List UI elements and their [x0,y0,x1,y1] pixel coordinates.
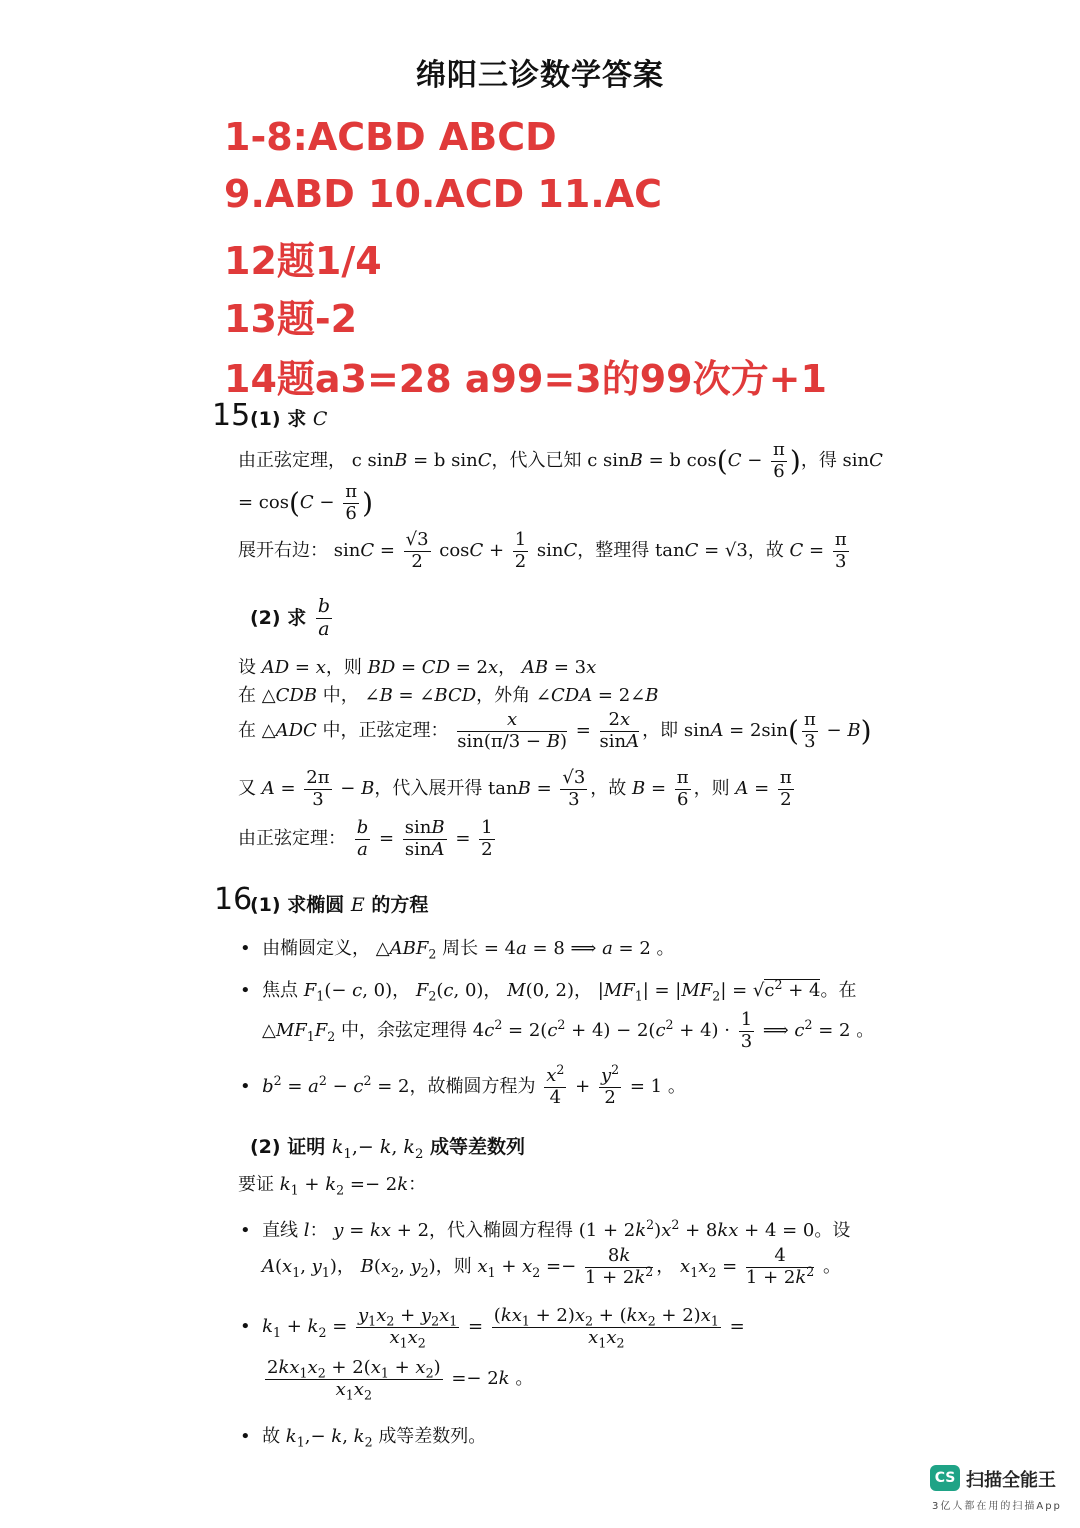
answer-line-4: 13题-2 [224,297,358,341]
q16-prove-goal: 要证 $k_1 + k_2 =- 2k$： [238,1174,427,1198]
q15-line-3: 展开右边： sinC = $\frac{√3}{2}$ cosC + $\frac{1}{2}$ sinC，整理得 tanC = √3，故 C = $\frac{\pi}{3}$ [238,529,847,572]
q15-line-8: 由正弦定理： $\frac{b}{a}$ = $\frac{\sin B}{\sin A}$ = $\frac{1}{2}$ [238,817,493,860]
q16-part1-heading: (1) 求椭圆 E 的方程 [250,894,429,916]
q15-part2-heading: (2) 求 $\frac{b}{a}$ [250,595,330,640]
answer-line-2: 9.ABD 10.ACD 11.AC [224,172,663,216]
q15-line-2: = cos(C − $\frac{\pi}{6}$ ) [238,481,373,524]
camscanner-badge-icon: CS [930,1465,960,1491]
answer-line-3: 12题1/4 [224,239,382,283]
q15-line-7: 又 A = $\frac{2\pi}{3}$ − B，代入展开得 tanB = $\frac{√3}{3}$ ，故 B = $\frac{\pi}{6}$ ，则 A = $\frac{\pi}{2}$ [238,767,792,810]
q16-bullet-3: • $b^2 = a^2 - c^2 = 2$，故椭圆方程为 $\frac{x^2}{4}$ + $\frac{y^2}{2}$ = 1 。 [240,1062,686,1108]
q15-line-5: 在 △CDB 中， ∠B = ∠BCD，外角 ∠CDA = 2∠B [238,685,659,706]
q16-sum-bullet-cont: $\frac{2kx_1x_2 + 2(x_1 + x_2)}{x_1x_2}$ =− 2k 。 [267,1357,534,1403]
q15-line-4: 设 AD = x，则 BD = CD = 2x， AB = 3x [238,657,597,678]
q16-conclusion: • 故 $k_1,- k$, $k_2$ 成等差数列。 [240,1426,487,1450]
camscanner-slogan: 3亿人都在用的扫描App [932,1501,1062,1512]
q16-line-bullet: • 直线 l： y = kx + 2，代入椭圆方程得 $(1 + 2k^2)x^2 + 8kx + 4 = 0$。设 [240,1217,851,1241]
q15-part1-heading: (1) 求 C [250,408,328,430]
q16-part2-heading: (2) 证明 $k_1,- k$, $k_2$ 成等差数列 [250,1136,526,1162]
answer-line-5: 14题a3=28 a99=3的99次方+1 [224,357,827,401]
camscanner-name: 扫描全能王 [966,1470,1056,1491]
q16-bullet-1: • 由椭圆定义， $\triangle ABF_2$ 周长 = 4a = 8 ⟹ a = 2 。 [240,938,675,962]
page-title: 绵阳三诊数学答案 [416,58,664,93]
q16-line-bullet-cont: $A(x_1$, $y_1$)， $B(x_2$, $y_2$)，则 $x_1 + x_2$ =− $\frac{8k}{1 + 2k^2}$ ， $x_1x_2$ = $\frac{4}{1 + 2k^2}$ 。 [262,1245,842,1288]
answer-line-1: 1-8:ACBD ABCD [224,115,557,159]
q16-number: 16 [214,882,253,917]
q15-number: 15 [212,398,251,433]
q15-line-6: 在 △ADC 中，正弦定理： $\frac{x}{\sin(\pi/3 - B)}$ = $\frac{2x}{\sin A}$ ，即 sinA = 2sin( $\frac{\pi}{3}$ − B) [238,709,872,752]
q16-bullet-2: • 焦点 $F_1(- c$, 0)， $F_2(c$, 0)， M(0, 2)， $|MF_1| = |MF_2| = √c^2 + 4$。在 [240,977,857,1004]
q15-line-1: 由正弦定理， c sinB = b sinC，代入已知 c sinB = b cos(C − $\frac{\pi}{6}$ )，得 sinC [238,439,883,482]
q16-sum-bullet: • $k_1 + k_2$ = $\frac{y_1x_2 + y_2x_1}{x_1x_2}$ = $\frac{(kx_1 + 2)x_2 + (kx_2 + 2)x_1}{x_1x_2}$ = [240,1305,745,1351]
q16-bullet-2-cont: $\triangle MF_1F_2$ 中，余弦定理得 $4c^2 = 2(c^2 + 4) - 2(c^2 + 4)$ · $\frac{1}{3}$ ⟹ $c^2 = 2$ 。 [262,1009,875,1052]
